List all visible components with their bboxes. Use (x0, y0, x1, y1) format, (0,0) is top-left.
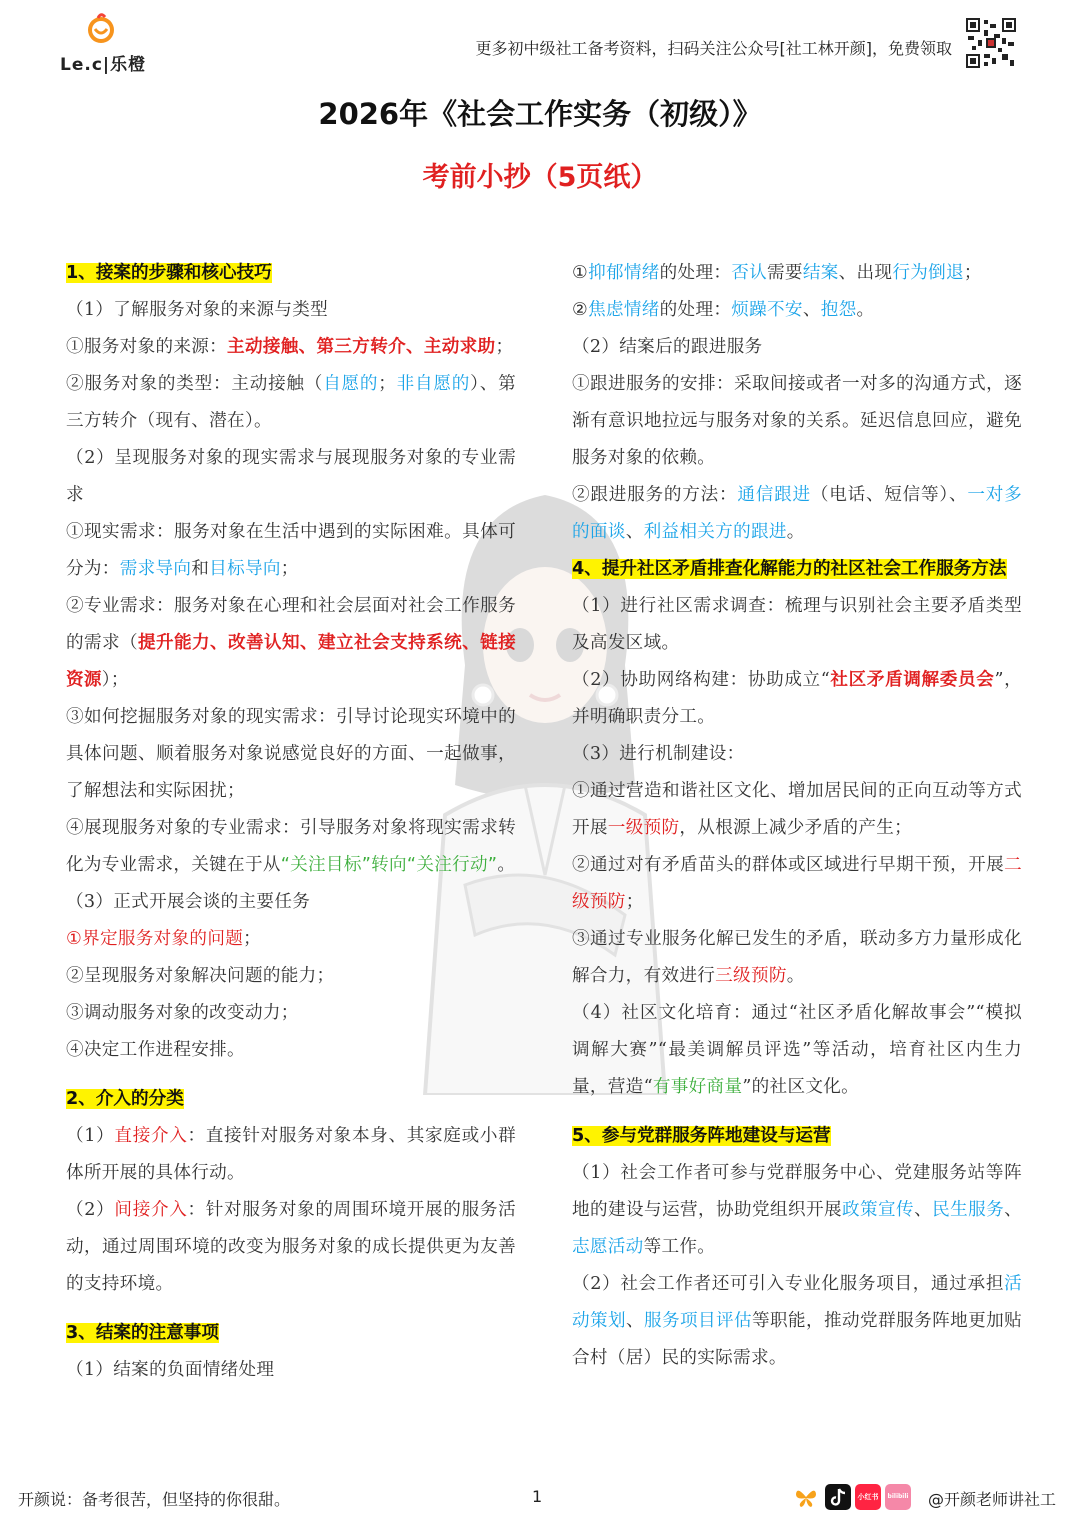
paragraph: （3）进行机制建设： (572, 744, 745, 764)
paragraph: ②通过对有矛盾苗头的群体或区域进行早期干预，开展二级预防； (572, 855, 1022, 912)
paragraph: ③如何挖掘服务对象的现实需求：引导讨论现实环境中的具体问题、顺着服务对象说感觉良好的方面、一起做事，了解想法和实际困扰； (66, 707, 516, 801)
document-subtitle: 考前小抄（5页纸） (422, 162, 658, 193)
paragraph: （2）结案后的跟进服务 (572, 337, 763, 357)
paragraph: （1）进行社区需求调查：梳理与识别社会主要矛盾类型及高发区域。 (572, 596, 1022, 653)
footer-motto: 开颜说：备考很苦，但坚持的你很甜。 (18, 1490, 291, 1509)
paragraph: ②焦虑情绪的处理：烦躁不安、抱怨。 (572, 300, 875, 320)
section-heading-5: 5、参与党群服务阵地建设与运营 (572, 1126, 831, 1146)
footer-handle: @开颜老师讲社工 (928, 1490, 1057, 1509)
paragraph: ①服务对象的来源：主动接触、第三方转介、主动求助； (66, 337, 514, 357)
paragraph: ③通过专业服务化解已发生的矛盾，联动多方力量形成化解合力，有效进行三级预防。 (572, 929, 1022, 986)
xiaohongshu-icon: 小红书 (855, 1484, 881, 1510)
bilibili-icon: bilibili (885, 1484, 911, 1510)
paragraph: （2）呈现服务对象的现实需求与展现服务对象的专业需求 (66, 448, 516, 505)
paragraph: ①抑郁情绪的处理：否认需要结案、出现行为倒退； (572, 263, 982, 283)
paragraph: ①跟进服务的安排：采取间接或者一对多的沟通方式，逐渐有意识地拉远与服务对象的关系。延迟信息回应，避免服务对象的依赖。 (572, 374, 1022, 468)
paragraph: （4）社区文化培育：通过“社区矛盾化解故事会”“模拟调解大赛”“最美调解员评选”等活动，培育社区内生力量，营造“有事好商量”的社区文化。 (572, 1003, 1022, 1097)
paragraph: （2）协助网络构建：协助成立“社区矛盾调解委员会”，并明确职责分工。 (572, 670, 1022, 727)
douyin-icon (825, 1484, 851, 1510)
paragraph: （1）了解服务对象的来源与类型 (66, 300, 329, 320)
paragraph: ④决定工作进程安排。 (66, 1040, 245, 1060)
paragraph: （2）社会工作者还可引入专业化服务项目，通过承担活动策划、服务项目评估等职能，推动党群服务阵地更加贴合村（居）民的实际需求。 (572, 1274, 1022, 1368)
document-title: 2026年《社会工作实务（初级）》 (318, 97, 762, 131)
promo-text: 更多初中级社工备考资料，扫码关注公众号[社工林开颜]，免费领取 (475, 39, 952, 58)
paragraph: ③调动服务对象的改变动力； (66, 1003, 299, 1023)
page-number: 1 (532, 1487, 543, 1506)
smile-logo-icon (84, 12, 118, 46)
page-header (0, 0, 1080, 80)
paragraph: ②呈现服务对象解决问题的能力； (66, 966, 335, 986)
brand-logo (60, 12, 160, 75)
logo-text: Le.c|乐橙 (60, 55, 147, 75)
paragraph: （1）结案的负面情绪处理 (66, 1360, 275, 1380)
qr-code-icon (966, 18, 1016, 68)
paragraph: ④展现服务对象的专业需求：引导服务对象将现实需求转化为专业需求，关键在于从“关注目标”转向“关注行动”。 (66, 818, 516, 875)
section-heading-3: 3、结案的注意事项 (66, 1323, 219, 1343)
right-column (572, 255, 1022, 1377)
section-heading-1: 1、接案的步骤和核心技巧 (66, 263, 272, 283)
section-heading-4: 4、提升社区矛盾排查化解能力的社区社会工作服务方法 (572, 559, 1007, 579)
paragraph: （2）间接介入：针对服务对象的周围环境开展的服务活动，通过周围环境的改变为服务对象的成长提供更为友善的支持环境。 (66, 1200, 517, 1294)
paragraph: ②专业需求：服务对象在心理和社会层面对社会工作服务的需求（提升能力、改善认知、建立社会支持系统、链接资源）； (66, 596, 516, 690)
left-column (66, 255, 516, 1389)
butterfly-icon (793, 1484, 819, 1510)
paragraph: （1）社会工作者可参与党群服务中心、党建服务站等阵地的建设与运营，协助党组织开展政策宣传、民生服务、志愿活动等工作。 (572, 1163, 1022, 1257)
paragraph: ②跟进服务的方法：通信跟进（电话、短信等）、一对多的面谈、利益相关方的跟进。 (572, 485, 1023, 542)
section-heading-2: 2、介入的分类 (66, 1089, 184, 1109)
paragraph: ①界定服务对象的问题； (66, 929, 262, 949)
paragraph: （1）直接介入：直接针对服务对象本身、其家庭或小群体所开展的具体行动。 (66, 1126, 517, 1183)
paragraph: ②服务对象的类型：主动接触（自愿的；非自愿的）、第三方转介（现有、潜在）。 (66, 374, 517, 431)
paragraph: ①现实需求：服务对象在生活中遇到的实际困难。具体可分为：需求导向和目标导向； (66, 522, 516, 579)
paragraph: （3）正式开展会谈的主要任务 (66, 892, 311, 912)
paragraph: ①通过营造和谐社区文化、增加居民间的正向互动等方式开展一级预防，从根源上减少矛盾的产生； (572, 781, 1022, 838)
